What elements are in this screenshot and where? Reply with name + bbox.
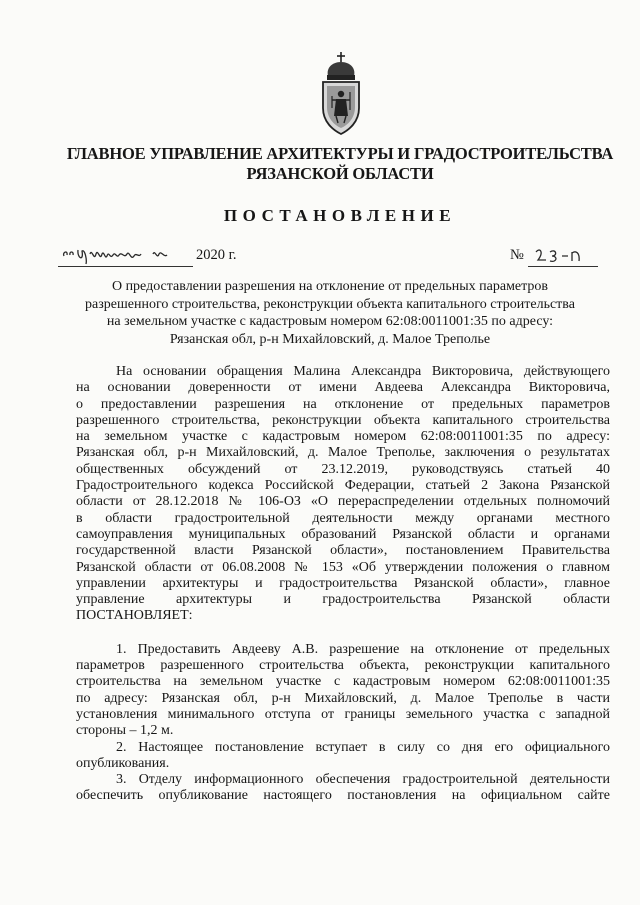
- paragraph-line: области от 28.12.2018 № 106-ОЗ «О перераспределении отдельных полномочий: [76, 494, 610, 510]
- paragraph-line: разрешенного строительства, реконструкции объекта капитального строительства: [76, 412, 610, 428]
- paragraph-line: Градостроительного кодекса Российской Федерации, статьей 2 Закона Рязанской: [76, 478, 610, 494]
- item-2-paragraph: [76, 740, 610, 773]
- paragraph-line: 3. Отделу информационного обеспечения градостроительной деятельности: [116, 772, 610, 788]
- handwritten-number-scribble-icon: [528, 244, 598, 268]
- document-subject: [70, 278, 590, 348]
- item-1-paragraph: [76, 642, 610, 740]
- paragraph-line: общественных обсуждений от 23.12.2019, руководствуясь статьей 40: [76, 461, 610, 477]
- paragraph-line: обеспечить опубликование настоящего постановления на официальном сайте: [76, 788, 610, 804]
- date-number-line: [58, 244, 596, 272]
- date-year: 2020 г.: [196, 247, 237, 263]
- document-body: [76, 364, 610, 805]
- paragraph-line: установления минимального отступа от границы земельного участка с западной: [76, 706, 610, 722]
- paragraph-line: опубликования.: [76, 755, 170, 771]
- paragraph-line: Рязанской области от 06.08.2008 № 153 «Об утверждении положения о главном: [76, 559, 610, 575]
- item-3-paragraph: [76, 772, 610, 805]
- coat-of-arms-icon: [318, 50, 364, 142]
- subject-line: О предоставлении разрешения на отклонение от предельных параметров: [111, 279, 549, 294]
- paragraph-line: государственной власти Рязанской области», постановлением Правительства: [76, 543, 610, 559]
- number-sign: №: [510, 247, 524, 263]
- handwritten-number: [528, 244, 598, 267]
- paragraph-line: На основании обращения Малина Александра Викторовича, действующего: [116, 364, 610, 379]
- organization-title-line-1: ГЛАВНОЕ УПРАВЛЕНИЕ АРХИТЕКТУРЫ И ГРАДОСТРОИТЕЛЬСТВА: [66, 144, 614, 163]
- paragraph-line: на основании доверенности от имени Авдеева Александра Викторовича,: [76, 380, 610, 396]
- paragraph-line: управлении архитектуры и градостроительства Рязанской области», главное: [76, 575, 610, 591]
- paragraph-line: 2. Настоящее постановление вступает в силу со дня его официального: [116, 739, 610, 755]
- organization-title: [60, 144, 620, 184]
- resolves-keyword: ПОСТАНОВЛЯЕТ:: [76, 608, 193, 624]
- paragraph-line: 1. Предоставить Авдееву А.В. разрешение на отклонение от предельных: [116, 641, 610, 657]
- paragraph-line: стороны – 1,2 м.: [76, 723, 174, 739]
- subject-line: разрешенного строительства, реконструкции объекта капитального строительства: [85, 296, 575, 312]
- paragraph-line: на земельном участке с кадастровым номером 62:08:0011001:35 по адресу:: [76, 429, 610, 445]
- paragraph-line: параметров разрешенного строительства объекта, реконструкции капитального: [76, 658, 610, 674]
- paragraph-line: самоуправления муниципальных образований Рязанской области и органами: [76, 526, 610, 542]
- paragraph-line: управление архитектуры и градостроительства Рязанской области: [76, 592, 610, 608]
- paragraph-line: по адресу: Рязанская обл, р-н Михайловский, д. Малое Треполье в части: [76, 690, 610, 706]
- organization-title-line-2: РЯЗАНСКОЙ ОБЛАСТИ: [246, 164, 434, 183]
- document-type: ПОСТАНОВЛЕНИЕ: [223, 206, 457, 225]
- handwritten-date: [58, 244, 193, 267]
- paragraph-line: о предоставлении разрешения на отклонение от предельных параметров: [76, 396, 610, 412]
- paragraph-line: в области градостроительной деятельности между органами местного: [76, 510, 610, 526]
- subject-line: на земельном участке с кадастровым номером 62:08:0011001:35 по адресу:: [106, 314, 554, 329]
- subject-line: Рязанская обл, р-н Михайловский, д. Малое Треполье: [169, 331, 491, 347]
- paragraph-line: строительства на земельном участке с кадастровым номером 62:08:0011001:35: [76, 674, 610, 690]
- paragraph-line: Рязанская обл, р-н Михайловский, д. Малое Треполье, заключения о результатах: [76, 445, 610, 461]
- handwritten-date-scribble-icon: [58, 244, 193, 268]
- preamble-paragraph: [76, 364, 610, 625]
